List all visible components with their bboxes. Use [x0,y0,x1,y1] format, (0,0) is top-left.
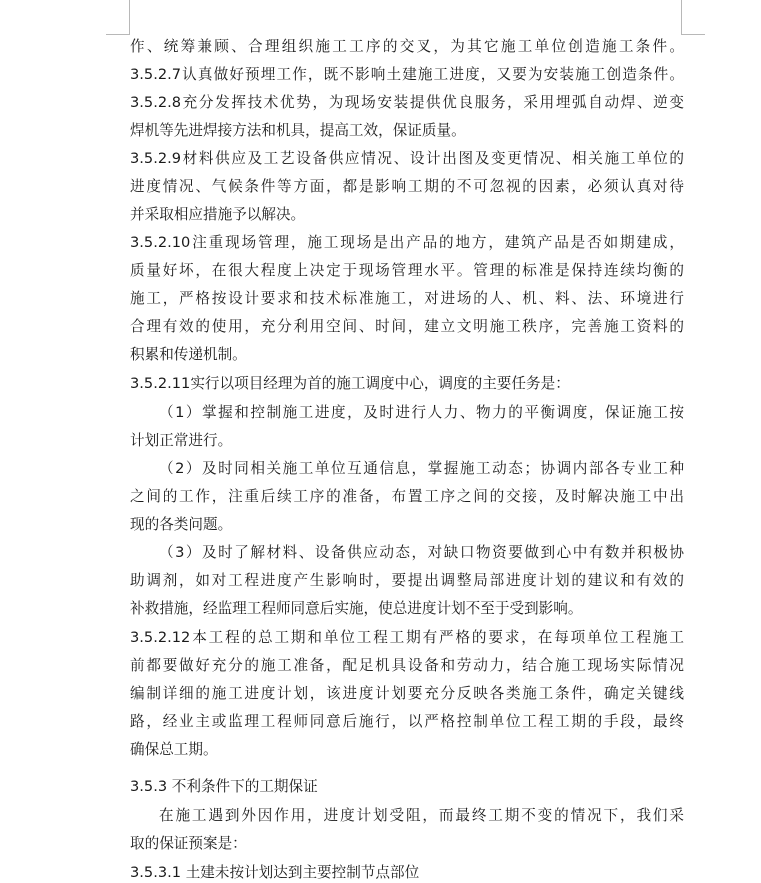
body-line: 3.5.2.11实行以项目经理为首的施工调度中心，调度的主要任务是： [130,375,570,392]
body-line: 施工，严格按设计要求和技术标准施工，对进场的人、机、料、法、环境进行 [130,290,684,307]
body-line: 前都要做好充分的施工准备，配足机具设备和劳动力，结合施工现场实际情况 [130,657,684,674]
crop-mark-top-right-vertical [681,0,682,34]
list-item-line: （1）掌握和控制施工进度，及时进行人力、物力的平衡调度，保证施工按 [159,404,684,421]
body-line: 确保总工期。 [130,741,218,758]
crop-mark-top-left-vertical [129,0,130,34]
list-item-line: 助调剂，如对工程进度产生影响时，要提出调整局部进度计划的建议和有效的 [130,572,684,589]
body-line: 进度情况、气候条件等方面，都是影响工期的不可忽视的因素，必须认真对待 [130,178,684,195]
body-line: 质量好坏，在很大程度上决定于现场管理水平。管理的标准是保持连续均衡的 [130,262,684,279]
body-line: 3.5.2.8充分发挥技术优势，为现场安装提供优良服务，采用埋弧自动焊、逆变 [130,94,684,111]
body-line: 并采取相应措施予以解决。 [130,206,306,223]
list-item-line: 补救措施，经监理工程师同意后实施，使总进度计划不至于受到影响。 [130,600,583,617]
body-line: 在施工遇到外因作用，进度计划受阻，而最终工期不变的情况下，我们采 [159,807,684,824]
body-line: 积累和传递机制。 [130,346,247,363]
crop-mark-top-right-horizontal [681,34,705,35]
subsection-heading: 3.5.3.1 土建未按计划达到主要控制节点部位 [130,864,420,881]
body-line: 3.5.2.12本工程的总工期和单位工程工期有严格的要求，在每项单位工程施工 [130,629,684,646]
body-line: 3.5.2.9材料供应及工艺设备供应情况、设计出图及变更情况、相关施工单位的 [130,150,684,167]
list-item-line: 之间的工作，注重后续工序的准备，布置工序之间的交接，及时解决施工中出 [130,488,684,505]
body-line: 3.5.2.7认真做好预埋工作，既不影响土建施工进度，又要为安装施工创造条件。 [130,66,684,83]
body-line: 路，经业主或监理工程师同意后施行，以严格控制单位工程工期的手段，最终 [130,713,684,730]
list-item-line: （2）及时同相关施工单位互通信息，掌握施工动态；协调内部各专业工种 [159,460,684,477]
body-line: 合理有效的使用，充分利用空间、时间，建立文明施工秩序，完善施工资料的 [130,318,684,335]
list-item-line: 计划正常进行。 [130,432,233,449]
crop-mark-top-left-horizontal [106,34,130,35]
list-item-line: 现的各类问题。 [130,516,233,533]
body-line: 取的保证预案是： [130,835,247,852]
body-line: 3.5.2.10注重现场管理，施工现场是出产品的地方，建筑产品是否如期建成， [130,234,684,251]
body-line: 焊机等先进焊接方法和机具，提高工效，保证质量。 [130,122,466,139]
section-heading: 3.5.3 不利条件下的工期保证 [130,778,318,795]
body-line: 作、统筹兼顾、合理组织施工工序的交叉，为其它施工单位创造施工条件。 [130,38,684,55]
list-item-line: （3）及时了解材料、设备供应动态，对缺口物资要做到心中有数并积极协 [159,544,684,561]
body-line: 编制详细的施工进度计划，该进度计划要充分反映各类施工条件，确定关键线 [130,685,684,702]
